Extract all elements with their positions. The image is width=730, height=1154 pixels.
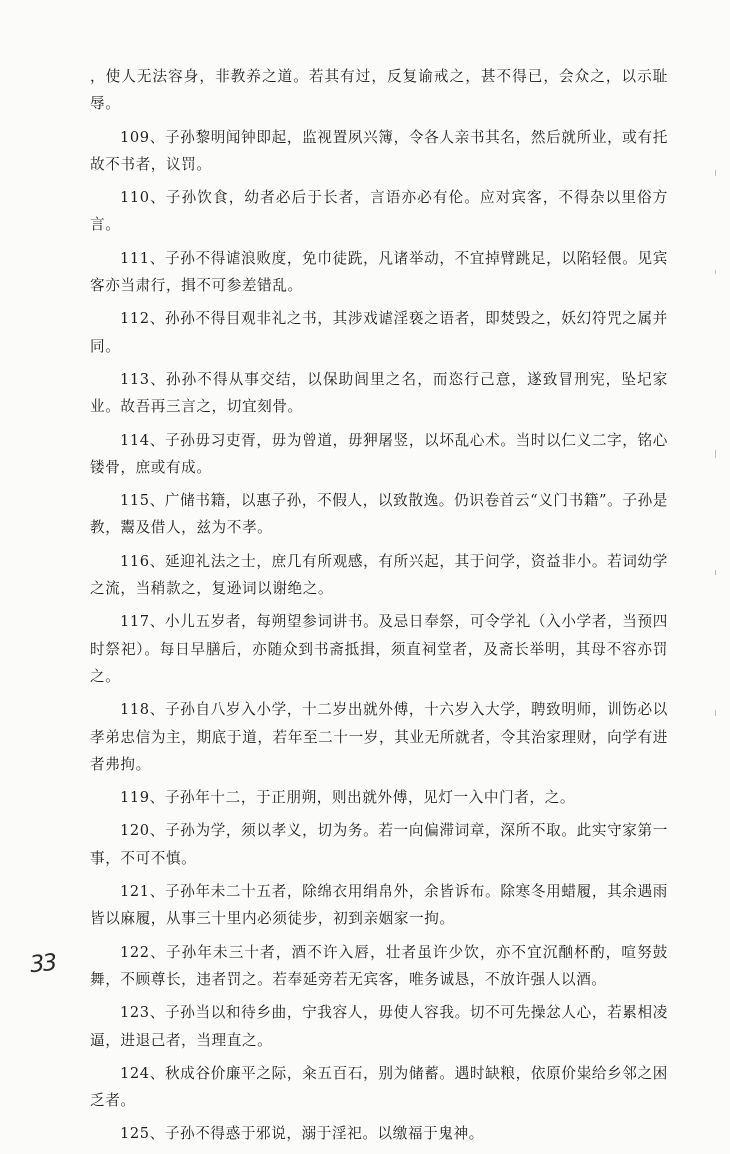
rule-123: 123、子孙当以和待乡曲，宁我容人，毋使人容我。切不可先操忿人心，若累相凌逼，进退己者，当理直之。 [90,1004,668,1049]
rule-121: 121、子孙年未二十五者，除绵衣用绢帛外，余皆诉布。除寒冬用蜡履，其余遇雨皆以麻履，从事三十里内必须徒步，初到亲姻家一拘。 [90,883,668,928]
rule-110: 110、子孙饮食，幼者必后于长者，言语亦必有伦。应对宾客，不得杂以里俗方言。 [90,189,668,234]
rule-116: 116、延迎礼法之士，庶几有所观感，有所兴起，其于问学，资益非小。若词幼学之流，当稍款之，复逊词以谢绝之。 [90,552,668,598]
rule-112: 112、孙孙不得目观非礼之书，其涉戏谑淫亵之语者，即焚毁之，妖幻符咒之属并同。 [90,310,668,355]
rule-125: 125、子孙不得惑于邪说，溺于淫祀。以缴福于鬼神。 [120,1125,484,1143]
rule-118: 118、子孙自八岁入小学，十二岁出就外傅，十六岁入大学，聘致明师，训饬必以孝弟忠信为主，期底于道，若年至二十一岁，其业无所就者，令其治家理财，向学有进者弗拘。 [90,701,668,773]
rule-120: 120、子孙为学，须以孝义，切为务。若一向偏滞词章，深所不取。此实守家第一事，不可不慎。 [90,822,668,867]
rule-115: 115、广储书籍，以惠子孙，不假人，以致散逸。仍识卷首云“义门书籍”。子孙是教，鬻及借人，兹为不孝。 [90,492,668,537]
rule-109: 109、子孙黎明闻钟即起，监视置夙兴簿，令各人亲书其名，然后就所业，或有托故不书者，议罚。 [90,128,668,173]
rule-113: 113、孙孙不得从事交结，以保助闾里之名，而恣行己意，遂致冒刑宪，坠圮家业。故吾再三言之，切宜刻骨。 [90,370,668,416]
paragraph-continuation: ，使人无法容身，非教养之道。若其有过，反复谕戒之，甚不得已，会众之，以示耻辱。 [90,68,668,113]
rule-117: 117、小儿五岁者，每朔望参词讲书。及忌日奉祭，可令学礼（入小学者，当预四时祭祀）。每日早膳后，亦随众到书斋抵揖，须直祠堂者，及斋长举明，其母不容亦罚之。 [90,613,668,685]
scan-edge-marks [712,150,722,850]
text-body [90,63,668,1154]
rule-124: 124、秋成谷价廉平之际，籴五百石，别为储蓄。遇时缺粮，依原价粜给乡邻之困乏者。 [90,1064,668,1110]
rule-114: 114、子孙毋习吏胥，毋为曾道，毋狎屠竖，以坏乱心术。当时以仁义二字，铭心镂骨，庶或有成。 [90,431,668,476]
rule-122: 122、子孙年未三十者，酒不许入唇，壮者虽许少饮，亦不宜沉酗杯酌，喧努鼓舞，不顾尊长，违者罚之。若奉延旁若无宾客，唯务诚恳，不放许强人以酒。 [90,943,668,988]
rule-111: 111、子孙不得谑浪败度，免巾徒跣，凡诸举动，不宜掉臂跳足，以陷轻偎。见宾客亦当肃行，揖不可参差错乱。 [90,249,668,295]
rule-119: 119、子孙年十二，于正朋朔，则出就外傅，见灯一入中门者，之。 [120,789,576,807]
handwritten-page-number: 33 [28,949,57,979]
